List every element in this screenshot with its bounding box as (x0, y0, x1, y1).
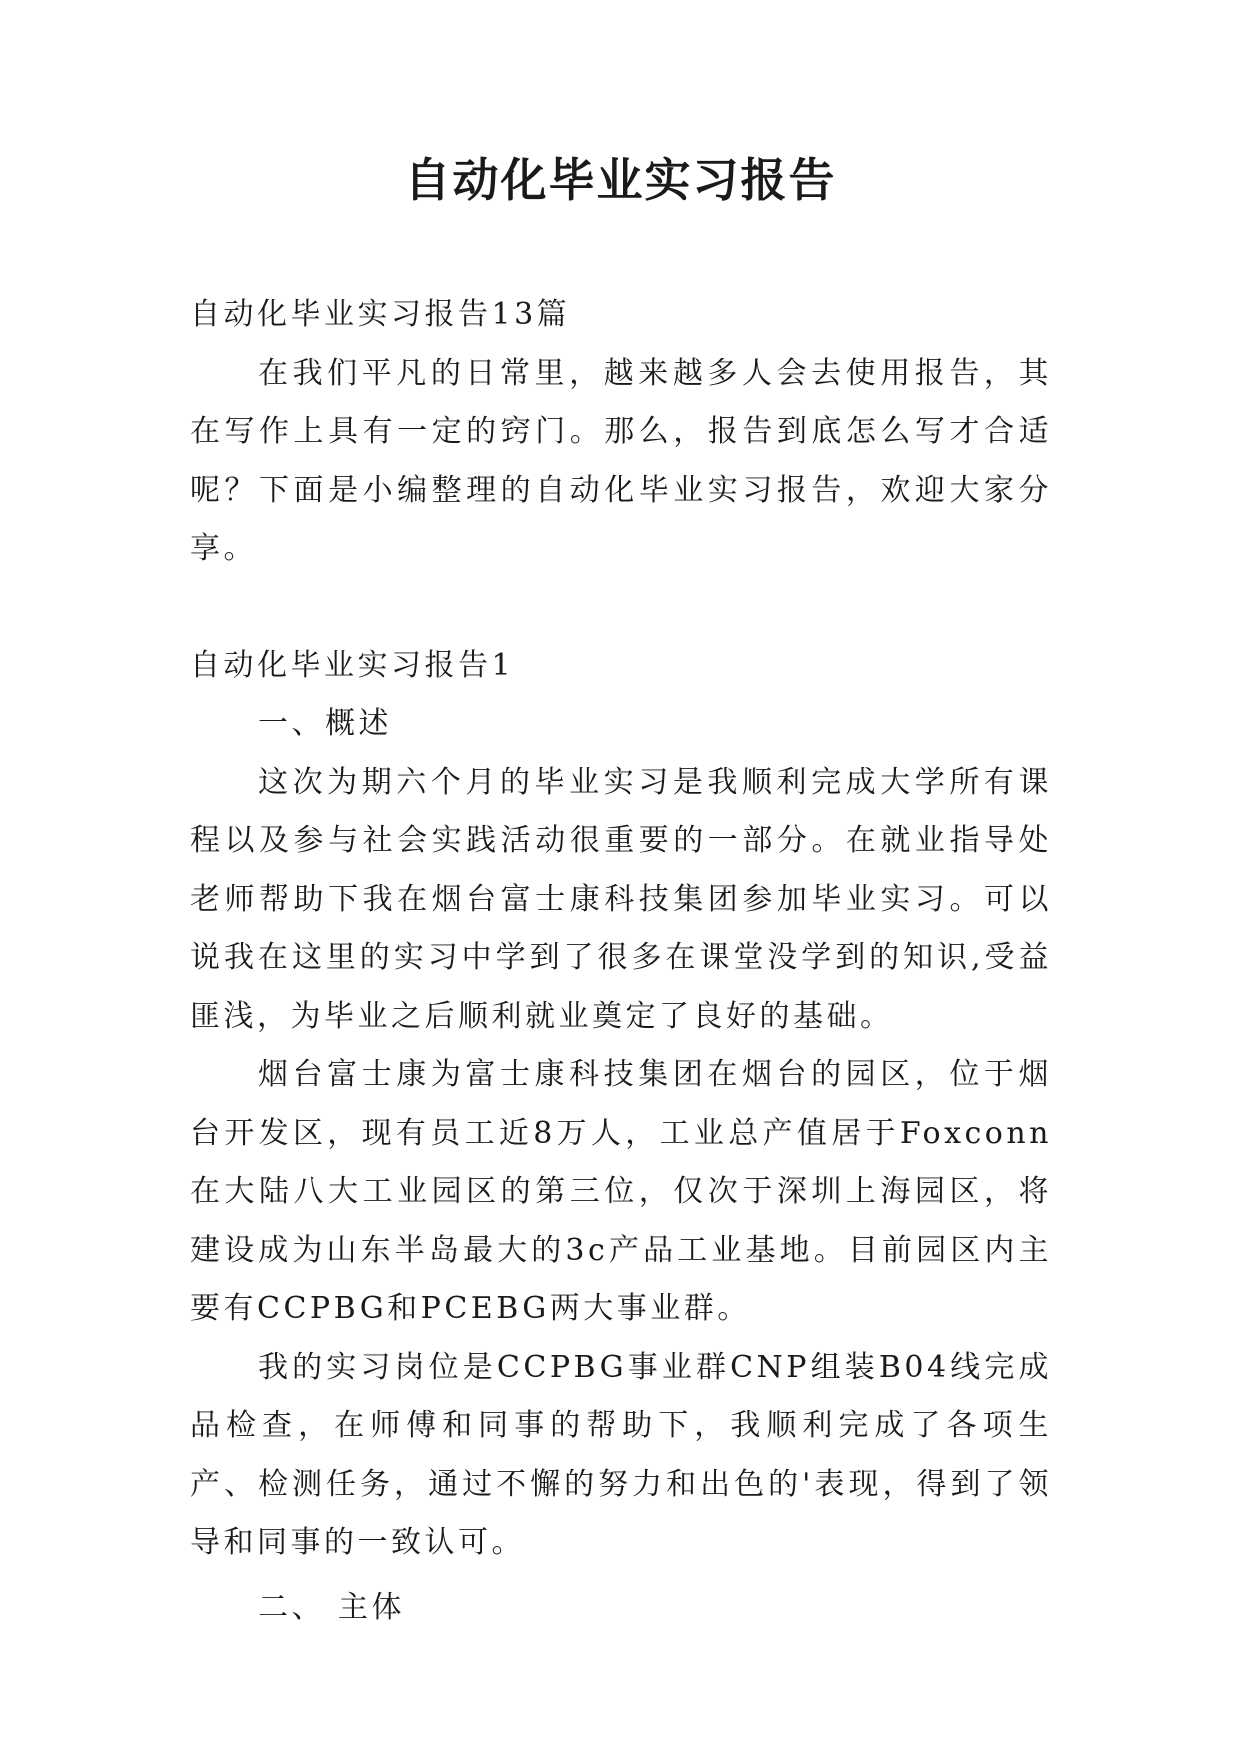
body-paragraph: 这次为期六个月的毕业实习是我顺利完成大学所有课程以及参与社会实践活动很重要的一部分。在就业指导处老师帮助下我在烟台富士康科技集团参加毕业实习。可以说我在这里的实习中学到了很多在课堂没学到的知识,受益匪浅，为毕业之后顺利就业奠定了良好的基础。 (190, 764, 1052, 1034)
heading-main-body: 二、 主体 (258, 1589, 406, 1625)
document-title: 自动化毕业实习报告 (404, 153, 837, 207)
heading-overview: 一、概述 (258, 706, 392, 741)
section-title: 自动化毕业实习报告1 (190, 647, 515, 683)
body-paragraph: 我的实习岗位是CCPBG事业群CNP组装B04线完成品检查，在师傅和同事的帮助下，我顺利完成了各项生产、检测任务，通过不懈的努力和出色的'表现，得到了领导和同事的一致认可。 (190, 1349, 1052, 1560)
document-subtitle: 自动化毕业实习报告13篇 (190, 297, 571, 332)
document-body (190, 286, 1052, 1637)
body-paragraph: 烟台富士康为富士康科技集团在烟台的园区，位于烟台开发区，现有员工近8万人，工业总产值居于Foxconn在大陆八大工业园区的第三位，仅次于深圳上海园区，将建设成为山东半岛最大的3c产品工业基地。目前园区内主要有CCPBG和PCEBG两大事业群。 (190, 1057, 1052, 1326)
intro-paragraph: 在我们平凡的日常里，越来越多人会去使用报告，其在写作上具有一定的窍门。那么，报告到底怎么写才合适呢？下面是小编整理的自动化毕业实习报告，欢迎大家分享。 (190, 355, 1052, 566)
